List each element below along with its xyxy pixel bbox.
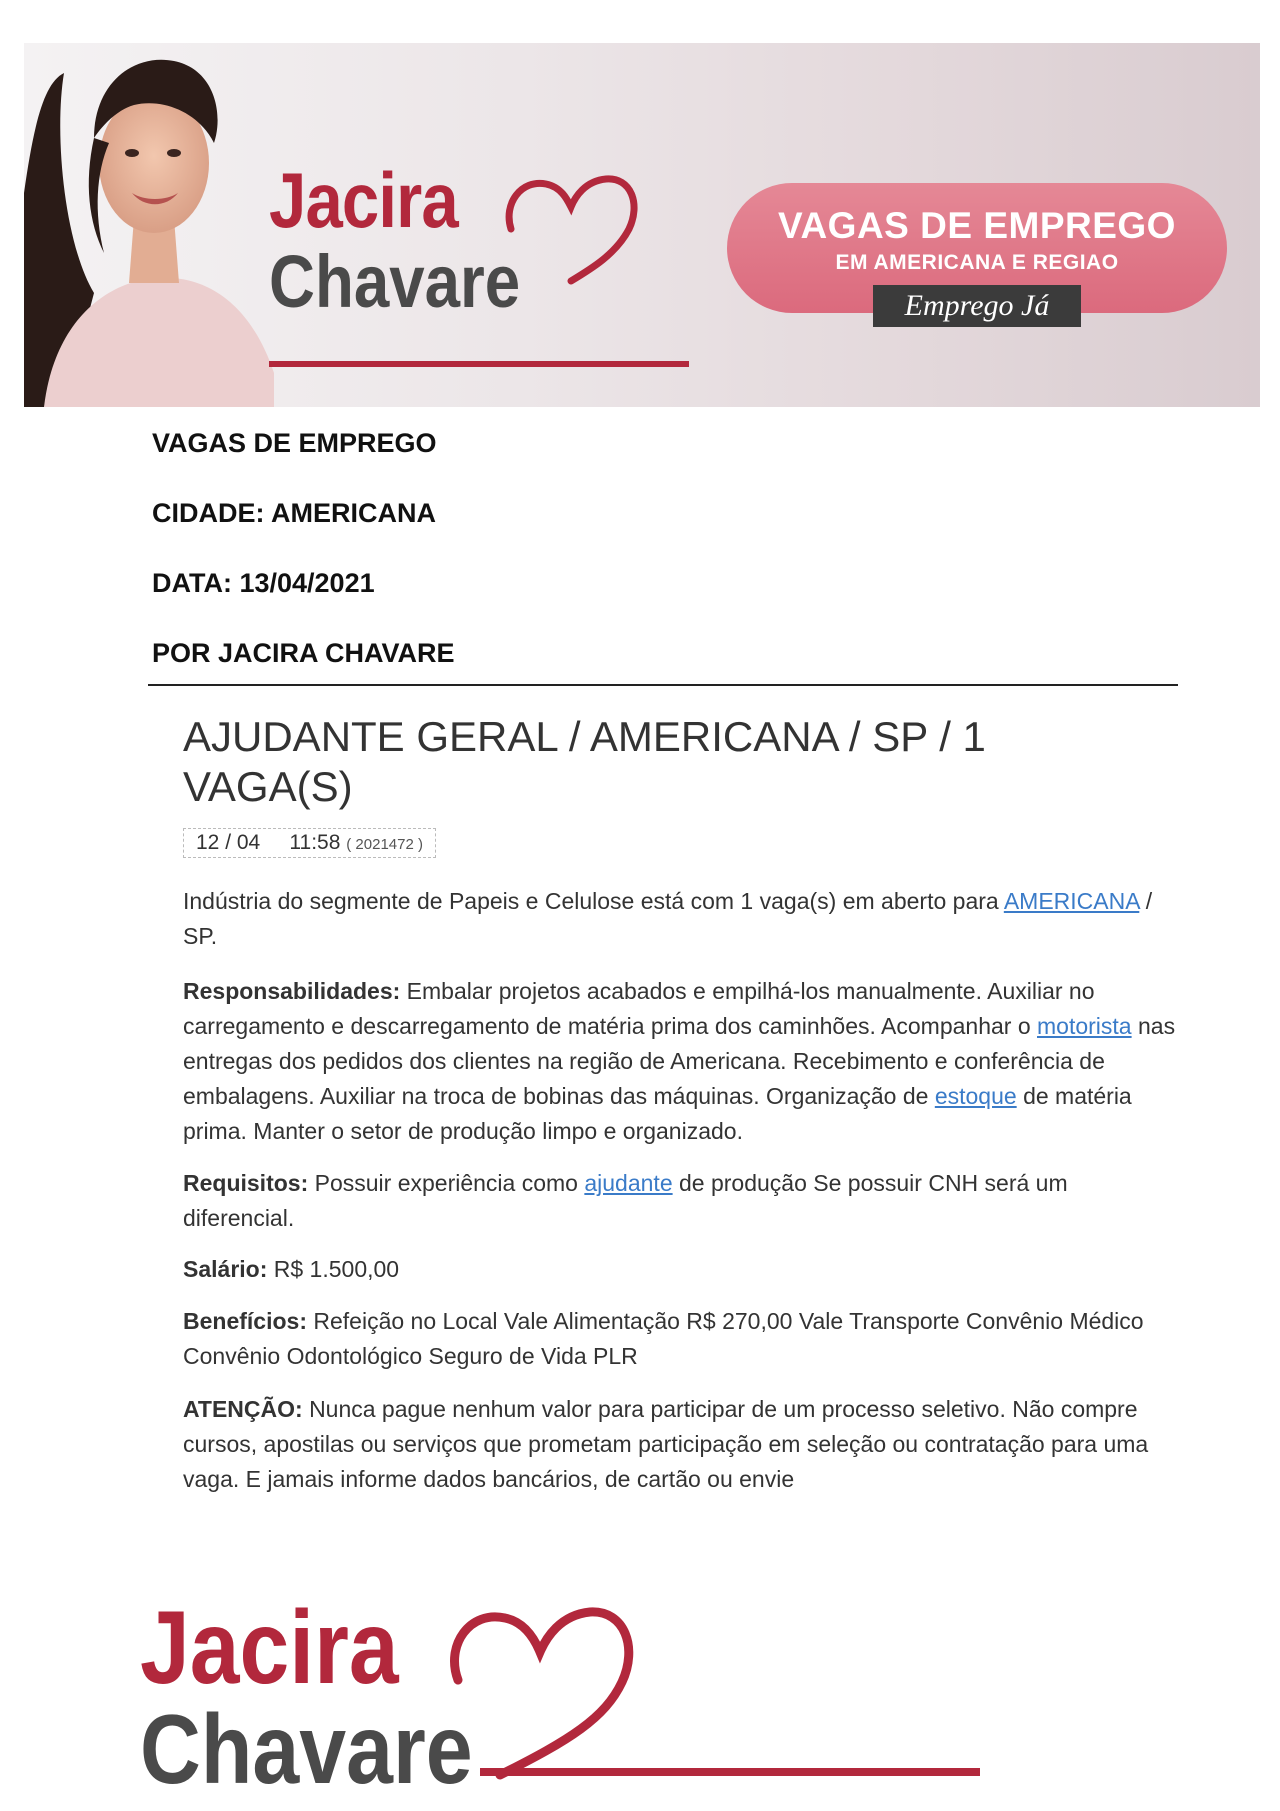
- intro-text: Indústria do segmente de Papeis e Celulose está com 1 vaga(s) em aberto para: [183, 888, 999, 914]
- responsibilities-text-1: Embalar projetos acabados e empilhá-los manualmente. Auxiliar no carregamento e descarregamento de matéria prima dos caminhões. Acompanhar o: [183, 978, 1095, 1039]
- badge-tag: Emprego Já: [873, 285, 1081, 327]
- header-line-vagas: VAGAS DE EMPREGO: [152, 428, 437, 458]
- responsibilities-text-2: nas entregas dos pedidos dos clientes na região de Americana. Recebimento e conferência de embalagens. Auxiliar na troca de bobinas das máquinas. Organização de: [183, 1013, 1176, 1109]
- responsibilities-text-3: de matéria prima. Manter o setor de produção limpo e organizado.: [183, 1083, 1132, 1144]
- badge-subtitle: EM AMERICANA E REGIAO: [835, 251, 1119, 274]
- footer-logo-first-name: Jacira: [140, 1590, 399, 1706]
- logo-underline: [269, 361, 689, 367]
- header-line-date: DATA: 13/04/2021: [152, 568, 375, 598]
- logo-first-name: Jacira: [269, 156, 458, 244]
- requirements-text-2: de produção Se possuir CNH será um diferencial.: [183, 1170, 1068, 1231]
- post-date: 12 / 04: [196, 831, 261, 854]
- post-code: ( 2021472 ): [346, 836, 423, 853]
- warning-text: Nunca pague nenhum valor para participar de um processo seletivo. Não compre cursos, apostilas ou serviços que prometam participação em seleção ou contratação para uma vaga. E jamais informe dados bancários, de cartão ou envie: [183, 1396, 1149, 1492]
- post-timestamp: [183, 828, 436, 858]
- requirements-paragraph: [183, 1166, 1183, 1236]
- salary-paragraph: [183, 1252, 1183, 1287]
- intro-paragraph: [183, 884, 1183, 954]
- badge-title: VAGAS DE EMPREGO: [778, 205, 1176, 246]
- header-banner: [24, 43, 1260, 407]
- requirements-label: Requisitos:: [183, 1170, 309, 1196]
- salary-value: R$ 1.500,00: [273, 1256, 400, 1282]
- responsibilities-label: Responsabilidades:: [183, 978, 401, 1004]
- intro-end: / SP.: [183, 888, 1153, 949]
- job-title: AJUDANTE GERAL / AMERICANA / SP / 1 VAGA(S): [183, 713, 986, 810]
- footer-logo-underline: [480, 1768, 980, 1776]
- footer-heart-icon: [440, 1600, 640, 1780]
- post-time: 11:58: [289, 831, 341, 854]
- warning-label: ATENÇÃO:: [183, 1396, 303, 1422]
- helper-link[interactable]: ajudante: [584, 1170, 673, 1196]
- logo-last-name: Chavare: [269, 240, 521, 323]
- benefits-paragraph: [183, 1304, 1183, 1374]
- header-line-city: CIDADE: AMERICANA: [152, 498, 436, 528]
- portrait-image: [24, 43, 274, 407]
- header-line-author: POR JACIRA CHAVARE: [152, 638, 455, 668]
- benefits-label: Benefícios:: [183, 1308, 307, 1334]
- salary-label: Salário:: [183, 1256, 268, 1282]
- benefits-text: Refeição no Local Vale Alimentação R$ 270,00 Vale Transporte Convênio Médico Convênio Odontológico Seguro de Vida PLR: [183, 1308, 1144, 1369]
- divider: [148, 684, 1178, 686]
- stock-link[interactable]: estoque: [934, 1083, 1017, 1109]
- footer-logo-last-name: Chavare: [140, 1694, 473, 1804]
- driver-link[interactable]: motorista: [1037, 1013, 1132, 1039]
- warning-paragraph: [183, 1392, 1183, 1497]
- jobs-badge: [727, 183, 1227, 322]
- footer-logo: [140, 1590, 1040, 1806]
- requirements-text-1: Possuir experiência como: [314, 1170, 578, 1196]
- responsibilities-paragraph: [183, 974, 1183, 1149]
- city-link[interactable]: AMERICANA: [1003, 888, 1140, 914]
- heart-icon: [501, 169, 641, 289]
